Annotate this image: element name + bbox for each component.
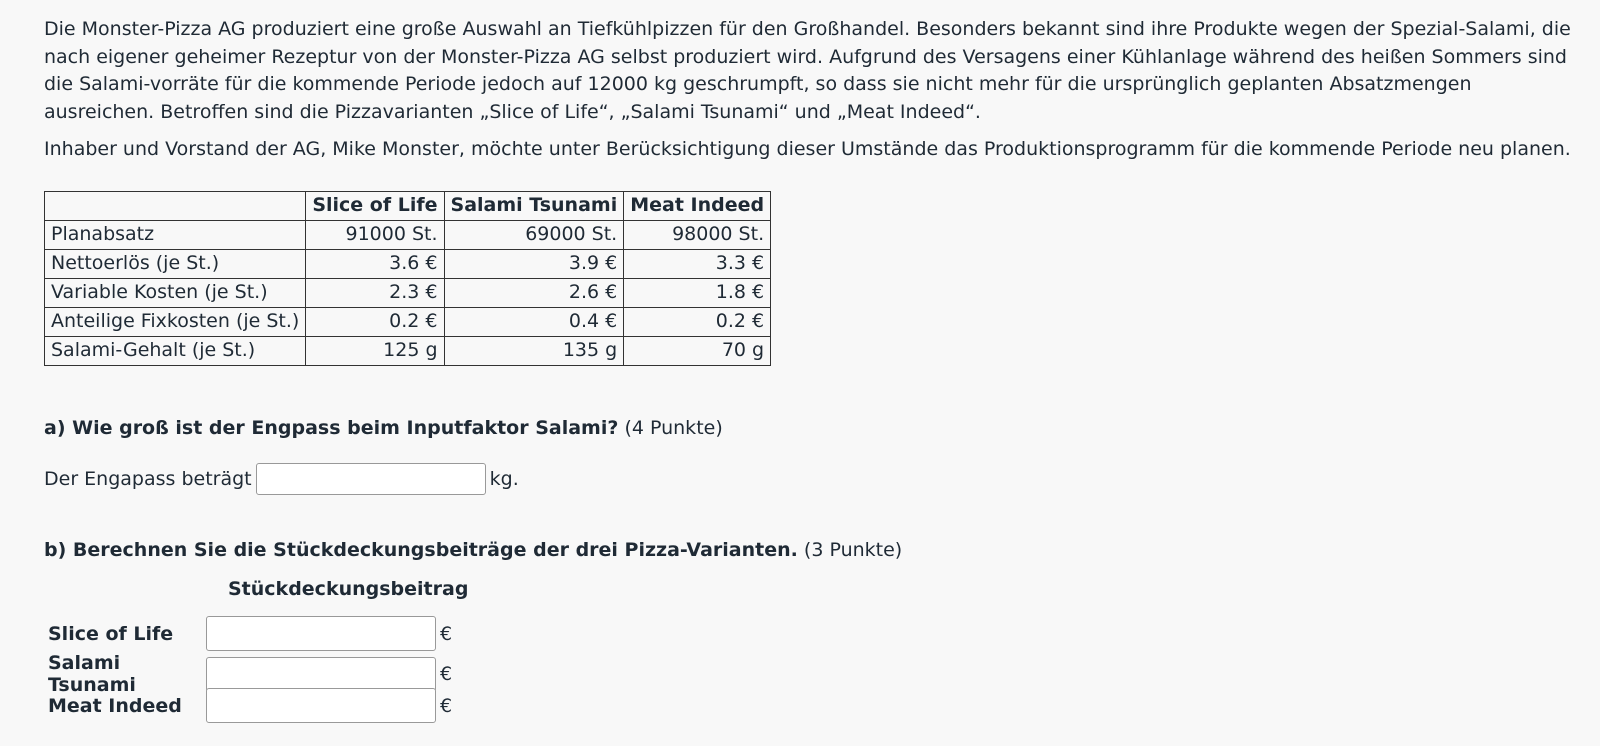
table-cell: 3.6 €: [306, 249, 444, 278]
euro-unit: €: [440, 622, 453, 645]
slice-of-life-input[interactable]: [206, 616, 436, 651]
pizza-label-meat-indeed: Meat Indeed: [48, 694, 182, 717]
question-a-points: (4 Punkte): [624, 417, 723, 439]
question-text: [44, 16, 1574, 366]
question-b-heading: [44, 539, 902, 561]
question-b-points: (3 Punkte): [803, 539, 903, 561]
list-item: [48, 616, 452, 651]
table-cell: 3.9 €: [444, 249, 624, 278]
salami-tsunami-input[interactable]: [206, 657, 436, 692]
euro-unit: €: [440, 694, 453, 717]
row-label: Variable Kosten (je St.): [45, 278, 306, 307]
table-header-blank: [45, 191, 306, 220]
list-item: [48, 688, 452, 723]
engpass-input[interactable]: [256, 463, 486, 495]
table-cell: 125 g: [306, 336, 444, 365]
table-cell: 98000 St.: [624, 220, 771, 249]
table-cell: 69000 St.: [444, 220, 624, 249]
table-row: [45, 336, 771, 365]
table-cell: 135 g: [444, 336, 624, 365]
table-row: [45, 307, 771, 336]
row-label: Salami-Gehalt (je St.): [45, 336, 306, 365]
table-cell: 0.4 €: [444, 307, 624, 336]
question-a-answer-row: [44, 463, 519, 495]
table-cell: 3.3 €: [624, 249, 771, 278]
question-a-prefix: Der Engapass beträgt: [44, 468, 252, 490]
table-cell: 1.8 €: [624, 278, 771, 307]
question-b-title: b) Berechnen Sie die Stückdeckungsbeiträge der drei Pizza-Varianten.: [44, 539, 798, 561]
row-label: Planabsatz: [45, 220, 306, 249]
question-a-unit: kg.: [489, 468, 519, 490]
product-data-table: [44, 191, 771, 366]
table-cell: 0.2 €: [624, 307, 771, 336]
table-row: [45, 278, 771, 307]
table-header-salami-tsunami: Salami Tsunami: [444, 191, 624, 220]
table-cell: 2.3 €: [306, 278, 444, 307]
table-row: [45, 220, 771, 249]
question-a-heading: [44, 417, 723, 439]
table-cell: 0.2 €: [306, 307, 444, 336]
euro-unit: €: [440, 663, 453, 685]
table-header-row: [45, 191, 771, 220]
stueckdeckungsbeitrag-header: Stückdeckungsbeitrag: [228, 578, 469, 600]
pizza-label-slice-of-life: Slice of Life: [48, 622, 174, 645]
question-a-title: a) Wie groß ist der Engpass beim Inputfaktor Salami?: [44, 417, 619, 439]
row-label: Anteilige Fixkosten (je St.): [45, 307, 306, 336]
intro-paragraph-1: Die Monster-Pizza AG produziert eine große Auswahl an Tiefkühlpizzen für den Großhandel. Besonders bekannt sind ihre Produkte wegen der Spezial-Salami, die nach eigener geheimer Rezeptur von der Monster-Pizza AG selbst produziert wird. Aufgrund des Versagens einer Kühlanlage während des heißen Sommers sind die Salami-vorräte für die kommende Periode jedoch auf 12000 kg geschrumpft, so dass sie nicht mehr für die ursprünglich geplanten Absatzmengen ausreichen. Betroffen sind die Pizzavarianten „Slice of Life“, „Salami Tsunami“ und „Meat Indeed“.: [44, 18, 1571, 123]
table-cell: 91000 St.: [306, 220, 444, 249]
table-cell: 2.6 €: [444, 278, 624, 307]
table-header-slice-of-life: Slice of Life: [306, 191, 444, 220]
table-row: [45, 249, 771, 278]
pizza-label-salami-tsunami: Salami Tsunami: [48, 652, 136, 696]
table-header-meat-indeed: Meat Indeed: [624, 191, 771, 220]
intro-paragraph-2: Inhaber und Vorstand der AG, Mike Monster, möchte unter Berücksichtigung dieser Umstände das Produktionsprogramm für die kommende Periode neu planen.: [44, 138, 1571, 160]
table-cell: 70 g: [624, 336, 771, 365]
row-label: Nettoerlös (je St.): [45, 249, 306, 278]
meat-indeed-input[interactable]: [206, 688, 436, 723]
